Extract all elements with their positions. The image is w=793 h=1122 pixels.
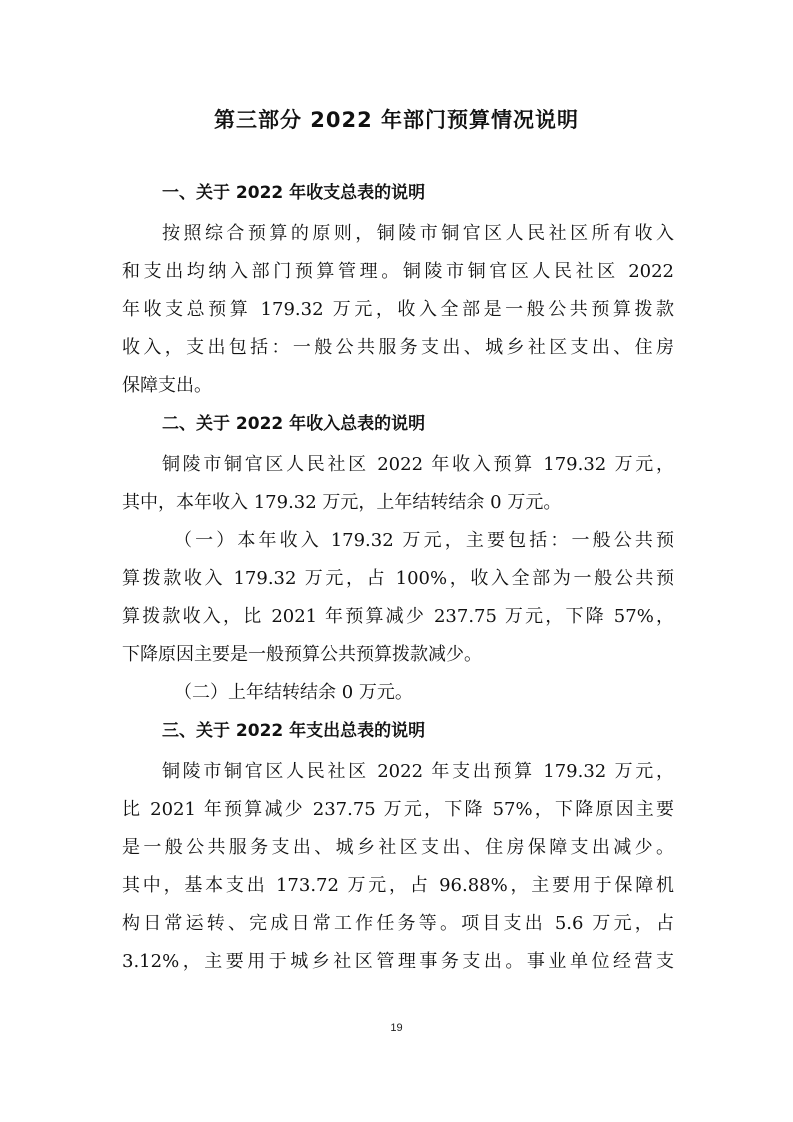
paragraph-line: （二）上年结转结余 0 万元。 [174,682,413,703]
document-body [122,174,674,981]
paragraph-line: 其中，基本支出 173.72 万元，占 96.88%，主要用于保障机 [122,875,674,896]
paragraph-line: 铜陵市铜官区人民社区 2022 年支出预算 179.32 万元， [162,761,674,782]
section-heading-2: 二、关于 2022 年收入总表的说明 [162,414,426,434]
paragraph-line: 构日常运转、完成日常工作任务等。项目支出 5.6 万元，占 [122,913,674,934]
section-heading-1: 一、关于 2022 年收支总表的说明 [162,183,426,203]
document-title: 第三部分 2022 年部门预算情况说明 [213,108,580,132]
paragraph-line: 收入，支出包括：一般公共服务支出、城乡社区支出、住房 [122,337,674,358]
paragraph-line: 铜陵市铜官区人民社区 2022 年收入预算 179.32 万元， [162,454,674,475]
paragraph-line: （一）本年收入 179.32 万元，主要包括：一般公共预 [174,530,674,551]
paragraph-line: 其中，本年收入 179.32 万元，上年结转结余 0 万元。 [122,492,562,513]
paragraph-line: 3.12%，主要用于城乡社区管理事务支出。事业单位经营支 [122,951,674,972]
paragraph-line: 算拨款收入，比 2021 年预算减少 237.75 万元，下降 57%， [122,606,674,627]
paragraph-line: 年收支总预算 179.32 万元，收入全部是一般公共预算拨款 [122,299,674,320]
paragraph-line: 算拨款收入 179.32 万元，占 100%，收入全部为一般公共预 [122,568,674,589]
paragraph-line: 是一般公共服务支出、城乡社区支出、住房保障支出减少。 [122,837,674,858]
paragraph-line: 比 2021 年预算减少 237.75 万元，下降 57%，下降原因主要 [122,799,674,820]
page-number: 19 [390,1022,403,1034]
paragraph-line: 按照综合预算的原则，铜陵市铜官区人民社区所有收入 [162,223,674,244]
paragraph-line: 和支出均纳入部门预算管理。铜陵市铜官区人民社区 2022 [122,261,674,282]
section-heading-3: 三、关于 2022 年支出总表的说明 [162,721,426,741]
paragraph-line: 保障支出。 [122,375,212,396]
paragraph-line: 下降原因主要是一般预算公共预算拨款减少。 [122,644,482,665]
